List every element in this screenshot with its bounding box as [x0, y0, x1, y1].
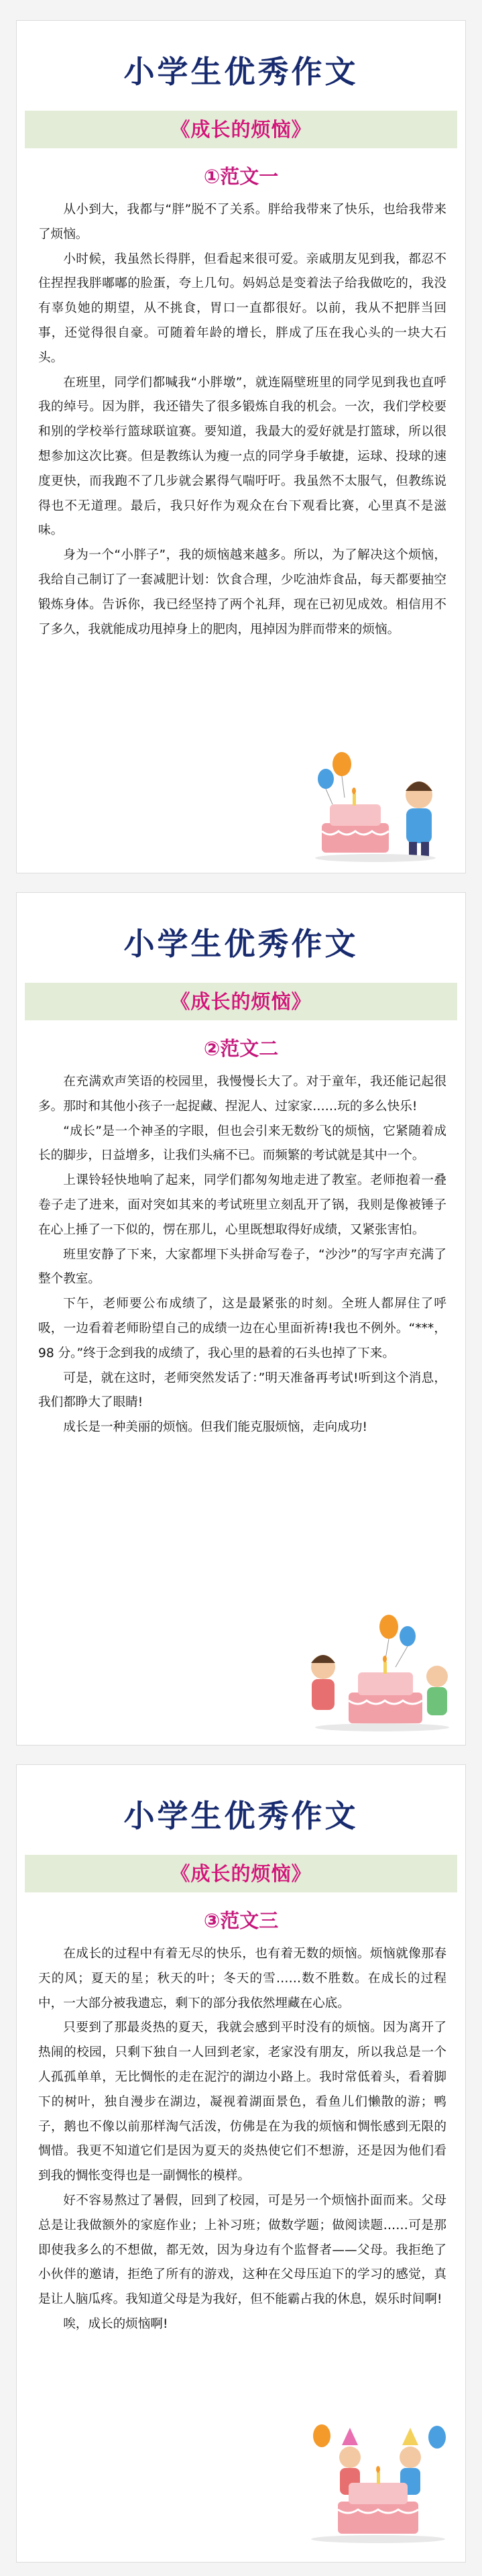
essay-subtitle: 《成长的烦恼》: [25, 983, 457, 1020]
paragraph: 只要到了那最炎热的夏天，我就会感到平时没有的烦恼。因为离开了热闹的校园，只剩下独自一人回到老家，老家没有朋友，所以我总是一个人孤孤单单，无比惆怅的走在泥泞的湖边小路上。我时常低着头，看着脚下的树叶，独自漫步在湖边，凝视着湖面景色，看鱼儿们懒散的游；鸭子，鹅也不像以前那样淘气活泼，仿佛是在为我的烦恼和惆怅感到无限的惆惜。我更不知道它们是因为夏天的炎热使它们不想游，还是因为他们看到我的惆怅变得也是一副惆怅的模样。: [38, 2021, 446, 2184]
birthday-cake-icon: [295, 737, 456, 865]
paragraph: 上课铃轻快地响了起来，同学们都匆匆地走进了教室。老师抱着一叠卷子走了进来，面对突如其来的考试班里立刻乱开了锅，我则是像被锤子在心上捶了一下似的，愣在那儿，心里既想取得好成绩，又紧张害怕。: [38, 1173, 446, 1237]
paragraph: 唉，成长的烦恼啊!: [63, 2316, 168, 2331]
paragraph: 下午，老师要公布成绩了，这是最紧张的时刻。全班人都屏住了呼吸，一边看着老师盼望自己的成绩一边在心里面祈祷!我也不例外。“***，98 分。”终于念到我的成绩了，我心里的悬着的石头也掉了下来。: [38, 1297, 446, 1360]
main-title: 小学生优秀作文: [123, 926, 359, 962]
section-label: ③范文三: [203, 1909, 279, 1932]
essay-card-2: [16, 892, 466, 1746]
paragraph: 好不容易熬过了暑假，回到了校园，可是另一个烦恼扑面而来。父母总是让我做额外的家庭作业；上补习班；做数学题；做阅读题……可是那即使我多么的不想做，都无效，因为身边有个监督者——父母。我拒绝了小伙伴的邀请，拒绝了所有的游戏，这种在父母压迫下的学习的感觉，真是让人脑瓜疼。我知道父母是为我好，但不能霸占我的休息，娱乐时间啊!: [38, 2193, 446, 2307]
birthday-cake-illustration: [295, 2418, 456, 2546]
paragraph: 可是，就在这时，老师突然发话了：”明天准备再考试!听到这个消息，我们都睁大了眼睛!: [38, 1371, 446, 1410]
paragraph: 小时候，我虽然长得胖，但看起来很可爱。亲戚朋友见到我，都忍不住捏捏我胖嘟嘟的脸蛋，夸上几句。妈妈总是变着法子给我做吃的，我没有辜负她的期望，从不挑食，胃口一直都很好。以前，我从不把胖当回事，还觉得很自豪。可随着年龄的增长，胖成了压在我心头的一块大石头。: [38, 252, 446, 365]
paragraph: “成长”是一个神圣的字眼，但也会引来无数纷飞的烦恼，它紧随着成长的脚步，日益增多，让我们头痛不已。而频繁的考试就是其中一个。: [38, 1124, 446, 1163]
section-label: ①范文一: [203, 165, 279, 188]
essay-subtitle: 《成长的烦恼》: [25, 111, 457, 148]
main-title: 小学生优秀作文: [123, 54, 359, 90]
essay-card-3: [16, 1764, 466, 2563]
essay-body: [38, 1070, 446, 1440]
essay-subtitle: 《成长的烦恼》: [25, 1855, 457, 1892]
paragraph: 在充满欢声笑语的校园里，我慢慢长大了。对于童年，我还能记起很多。那时和其他小孩子一起捉藏、捏泥人、过家家……玩的多么快乐!: [38, 1075, 446, 1114]
birthday-cake-illustration: [295, 737, 456, 865]
paragraph: 从小到大，我都与“胖”脱不了关系。胖给我带来了快乐，也给我带来了烦恼。: [38, 203, 446, 241]
essay-body: [38, 1942, 446, 2337]
paragraph: 班里安静了下来，大家都埋下头拼命写卷子，“沙沙”的写字声充满了整个教室。: [38, 1247, 446, 1287]
paragraph: 在成长的过程中有着无尽的快乐，也有着无数的烦恼。烦恼就像那春天的风；夏天的星；秋天的叶；冬天的雪……数不胜数。在成长的过程中，一大部分被我遗忘，剩下的部分我依然埋藏在心底。: [38, 1947, 446, 2010]
essay-card-1: [16, 20, 466, 873]
essay-body: [38, 198, 446, 642]
paragraph: 在班里，同学们都喊我“小胖墩”，就连隔壁班里的同学见到我也直呼我的绰号。因为胖，我还错失了很多锻炼自我的机会。一次，我们学校要和别的学校举行篮球联谊赛。要知道，我最大的爱好就是打篮球，所以很想参加这次比赛。但是教练认为瘦一点的同学身手敏捷，运球、投球的速度更快，而我跑不了几步就会累得气喘吁吁。我虽然不太服气，但教练说得也不无道理。最后，我只好作为观众在台下观看比赛，心里真不是滋味。: [38, 375, 446, 538]
section-label: ②范文二: [203, 1037, 279, 1060]
birthday-cake-icon: [295, 1607, 456, 1734]
birthday-cake-illustration: [295, 1607, 456, 1734]
paragraph: 成长是一种美丽的烦恼。但我们能克服烦恼，走向成功!: [63, 1420, 367, 1435]
paragraph: 身为一个“小胖子”，我的烦恼越来越多。所以，为了解决这个烦恼，我给自己制订了一套减肥计划：饮食合理，少吃油炸食品，每天都要抽空锻炼身体。告诉你，我已经坚持了两个礼拜，现在已初见成效。相信用不了多久，我就能成功甩掉身上的肥肉，甩掉因为胖而带来的烦恼。: [38, 548, 446, 637]
main-title: 小学生优秀作文: [123, 1798, 359, 1834]
birthday-cake-icon: [295, 2418, 456, 2546]
